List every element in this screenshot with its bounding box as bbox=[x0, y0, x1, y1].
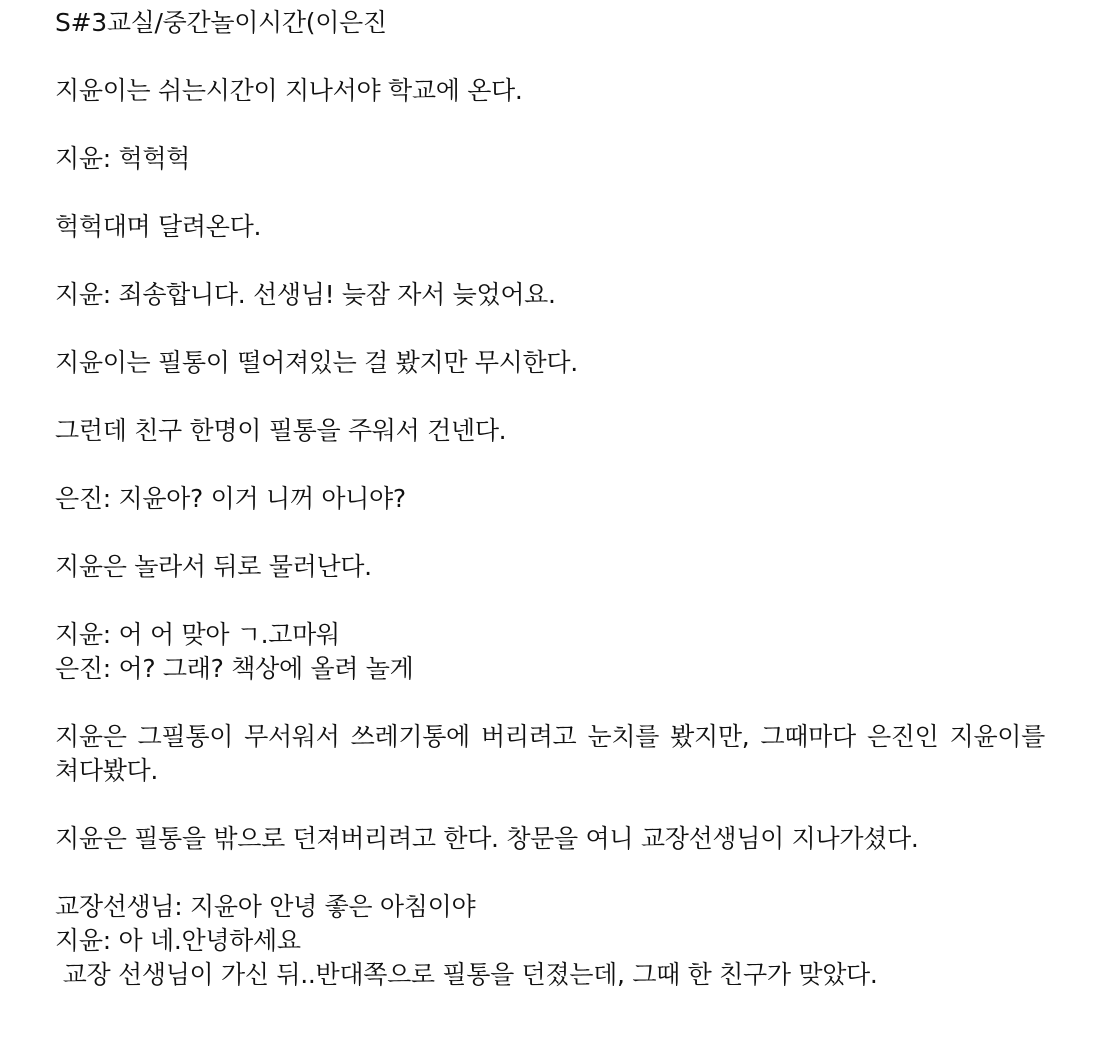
dialogue-line: 지윤: 헉헉헉 bbox=[55, 144, 191, 173]
blank-line bbox=[55, 516, 1045, 550]
blank-line bbox=[55, 244, 1045, 278]
blank-line bbox=[55, 380, 1045, 414]
action-line: 그런데 친구 한명이 필통을 주워서 건넨다. bbox=[55, 416, 507, 445]
dialogue-line: 지윤: 아 네.안녕하세요 bbox=[55, 926, 301, 955]
action-line: 지윤이는 쉬는시간이 지나서야 학교에 온다. bbox=[55, 76, 523, 105]
blank-line bbox=[55, 584, 1045, 618]
action-line: 지윤은 필통을 밖으로 던져버리려고 한다. 창문을 여니 교장선생님이 지나가셨다. bbox=[55, 824, 919, 853]
blank-line bbox=[55, 108, 1045, 142]
scene-heading: S#3교실/중간놀이시간(이은진 bbox=[55, 8, 387, 37]
blank-line bbox=[55, 40, 1045, 74]
dialogue-line: 교장선생님: 지윤아 안녕 좋은 아침이야 bbox=[55, 892, 476, 921]
action-paragraph: 지윤은 그필통이 무서워서 쓰레기통에 버리려고 눈치를 봤지만, 그때마다 은진인 지윤이를 쳐다봤다. bbox=[55, 722, 1045, 785]
blank-line bbox=[55, 448, 1045, 482]
blank-line bbox=[55, 856, 1045, 890]
dialogue-line: 은진: 어? 그래? 책상에 올려 놀게 bbox=[55, 654, 414, 683]
blank-line bbox=[55, 312, 1045, 346]
blank-line bbox=[55, 788, 1045, 822]
blank-line bbox=[55, 686, 1045, 720]
action-line: 교장 선생님이 가신 뒤..반대쪽으로 필통을 던졌는데, 그때 한 친구가 맞았다. bbox=[55, 960, 878, 989]
dialogue-line: 지윤: 죄송합니다. 선생님! 늦잠 자서 늦었어요. bbox=[55, 280, 556, 309]
script-document bbox=[55, 6, 1045, 992]
action-line: 지윤이는 필통이 떨어져있는 걸 봤지만 무시한다. bbox=[55, 348, 578, 377]
action-line: 헉헉대며 달려온다. bbox=[55, 212, 262, 241]
dialogue-line: 은진: 지윤아? 이거 니꺼 아니야? bbox=[55, 484, 406, 513]
blank-line bbox=[55, 176, 1045, 210]
action-line: 지윤은 놀라서 뒤로 물러난다. bbox=[55, 552, 372, 581]
dialogue-line: 지윤: 어 어 맞아 ㄱ.고마워 bbox=[55, 620, 340, 649]
